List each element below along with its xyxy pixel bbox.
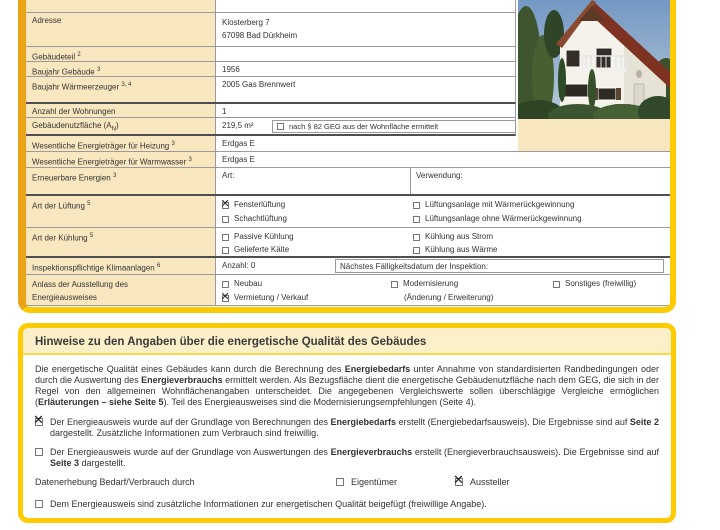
art-der-lueftung-label-text: Art der Lüftung	[32, 201, 85, 211]
passive-kuehlung-label: Passive Kühlung	[234, 232, 294, 241]
schachtlueftung-label: Schachtlüftung	[234, 214, 287, 223]
row-anlass-ausstellung	[26, 275, 670, 306]
energietraeger-warmwasser-label	[26, 152, 216, 167]
adresse-label	[26, 13, 216, 46]
geg-wohnflaeche-label: nach § 82 GEG aus der Wohnfläche ermittelt	[289, 121, 439, 131]
bedarfsausweis-checkbox[interactable]	[35, 418, 43, 426]
art-der-kuehlung-label	[26, 228, 216, 256]
gebaeudedaten-table	[26, 0, 670, 307]
art-field-label: Art:	[222, 171, 235, 180]
option-eigentuemer[interactable]	[336, 477, 397, 488]
zusatzinfo-option[interactable]	[35, 499, 659, 510]
kuehlung-aus-strom-label: Kühlung aus Strom	[425, 232, 494, 241]
footnote-sup: 6	[156, 263, 161, 269]
lueftungsanlage-ohne-wrg-label: Lüftungsanlage ohne Wärmerückgewinnung	[425, 214, 582, 223]
cell-divider	[410, 168, 411, 194]
anlass-value	[216, 275, 670, 305]
modernisierung-label-line2: (Änderung / Erweiterung)	[404, 293, 494, 302]
footnote-sup: 2	[77, 52, 81, 58]
eigentuemer-checkbox[interactable]	[336, 478, 344, 486]
baujahr-gebaeude-label-text: Baujahr Gebäude	[32, 67, 95, 77]
zusatzinfo-text: Dem Energieausweis sind zusätzliche Informationen zur energetischen Qualität beigefügt (freiwillige Angabe).	[50, 499, 487, 509]
baujahr-gebaeude-value-text: 1956	[222, 65, 240, 74]
klimaanlagen-value	[216, 258, 670, 274]
gebaeudenutzflaeche-label-text: Gebäudenutzfläche (A	[32, 121, 112, 130]
datenerhebung-row	[35, 477, 659, 490]
row-baujahr-gebaeude	[26, 62, 516, 77]
footnote-sup: 3	[171, 141, 175, 147]
option-fensterlueftung[interactable]	[222, 199, 285, 211]
geg-wohnflaeche-checkbox[interactable]	[277, 123, 284, 130]
row-energietraeger-warmwasser	[26, 152, 670, 168]
modernisierung-checkbox[interactable]	[391, 281, 398, 288]
footnote-sup: 3, 4	[121, 82, 132, 88]
lueftungsanlage-mit-wrg-label: Lüftungsanlage mit Wärmerückgewinnung	[425, 200, 575, 209]
footnote-sup: 3	[96, 67, 101, 73]
option-neubau[interactable]	[222, 278, 262, 290]
klimaanlagen-label-text: Inspektionspflichtige Klimaanlagen	[32, 263, 155, 273]
adresse-city: 67098 Bad Dürkheim	[222, 31, 298, 40]
vermietung-verkauf-label: Vermietung / Verkauf	[234, 293, 309, 302]
option-aussteller[interactable]	[455, 477, 510, 488]
eigentuemer-label: Eigentümer	[351, 477, 398, 487]
empty-value-cell	[216, 0, 515, 12]
empty-label-cell	[26, 0, 216, 12]
aussteller-label: Aussteller	[470, 477, 510, 487]
row-anzahl-wohnungen	[26, 104, 516, 118]
option-lueftungsanlage-ohne-wrg[interactable]	[413, 213, 582, 225]
baujahr-gebaeude-value	[216, 62, 515, 76]
gebaeudenutzflaeche-value-text: 219,5 m²	[222, 121, 254, 130]
gebaeudenutzflaeche-label	[26, 118, 216, 134]
footnote-sup: 5	[87, 201, 91, 207]
energietraeger-heizung-value-text: Erdgas E	[222, 139, 255, 148]
schachtlueftung-checkbox[interactable]	[222, 216, 229, 223]
neubau-checkbox[interactable]	[222, 281, 229, 288]
gebaeudeteil-label	[26, 47, 216, 61]
gelieferte-kaelte-label: Gelieferte Kälte	[234, 245, 290, 254]
gebaeudenutzflaeche-value	[216, 118, 515, 134]
gebaeudedaten-box	[18, 0, 676, 313]
kuehlung-aus-strom-checkbox[interactable]	[413, 234, 420, 241]
klimaanlagen-anzahl: Anzahl: 0	[222, 261, 256, 270]
anlass-label	[26, 275, 216, 305]
aussteller-checkbox[interactable]	[455, 478, 463, 486]
anzahl-wohnungen-label-text: Anzahl der Wohnungen	[32, 107, 116, 116]
zusatzinfo-checkbox[interactable]	[35, 500, 43, 508]
erneuerbare-energien-value	[216, 168, 670, 194]
energietraeger-heizung-label	[26, 136, 216, 151]
adresse-value	[216, 13, 515, 46]
bedarfsausweis-text: Der Energieausweis wurde auf der Grundlage von Berechnungen des Energiebedarfs erstellt (Energiebedarfsausweis). Die Ergebnisse sind auf Seite 2 dargestellt. Zusätzliche Informationen zum Verbrauch sind freiwillig.	[50, 417, 659, 438]
energietraeger-warmwasser-value	[216, 152, 670, 167]
art-der-lueftung-label	[26, 196, 216, 227]
vermietung-verkauf-checkbox[interactable]	[222, 295, 229, 302]
inspektion-faelligkeit-cell: Nächstes Fälligkeitsdatum der Inspektion:	[335, 259, 664, 273]
erneuerbare-energien-label	[26, 168, 216, 194]
neubau-label: Neubau	[234, 279, 263, 288]
house-photo	[518, 0, 670, 119]
erneuerbare-energien-label-text: Erneuerbare Energien	[32, 173, 111, 183]
lueftungsanlage-ohne-wrg-checkbox[interactable]	[413, 216, 420, 223]
row-erneuerbare-energien	[26, 168, 670, 196]
klimaanlagen-label	[26, 258, 216, 274]
hinweise-body	[23, 355, 671, 510]
energietraeger-warmwasser-label-text: Wesentliche Energieträger für Warmwasser	[32, 157, 187, 167]
kuehlung-aus-waerme-label: Kühlung aus Wärme	[425, 245, 498, 254]
gebaeudeteil-value	[216, 47, 515, 61]
energietraeger-warmwasser-value-text: Erdgas E	[222, 155, 255, 164]
row-art-der-kuehlung	[26, 228, 670, 258]
option-gelieferte-kaelte[interactable]	[222, 244, 289, 256]
house-photo-cell	[518, 0, 670, 151]
row-gebaeudenutzflaeche	[26, 118, 516, 136]
row-gebaeudeteil	[26, 47, 516, 62]
option-schachtlueftung[interactable]	[222, 213, 287, 225]
gebaeudeteil-label-text: Gebäudeteil	[32, 52, 76, 62]
row-baujahr-waermeerzeuger	[26, 77, 516, 104]
anlass-label-line1: Anlass der Ausstellung des	[32, 280, 129, 289]
fensterlueftung-label: Fensterlüftung	[234, 200, 286, 209]
verbrauchsausweis-checkbox[interactable]	[35, 448, 43, 456]
passive-kuehlung-checkbox[interactable]	[222, 234, 229, 241]
gelieferte-kaelte-checkbox[interactable]	[222, 247, 229, 254]
anzahl-wohnungen-value-text: 1	[222, 107, 227, 116]
baujahr-waermeerzeuger-label-text: Baujahr Wärmeerzeuger	[32, 82, 120, 92]
hinweise-intro: Die energetische Qualität eines Gebäudes kann durch die Berechnung des Energiebedarfs unter Annahme von standardisierten Randbedingungen oder durch die Auswertung des Energieverbrauchs ermittelt werden. Als Bezugsfläche dient die energetische Gebäudenutzfläche nach dem GEG, die sich in der Regel von den allgemeinen Wohnflächenangaben unterscheidet. Die angegebenen Vergleichswerte sollen überschlägige Vergleiche ermöglichen (Erläuterungen – siehe Seite 5). Teil des Energieausweises sind die Modernisierungsempfehlungen (Seite 4).	[35, 364, 659, 407]
verbrauchsausweis-option[interactable]	[35, 447, 659, 469]
art-der-lueftung-value	[216, 196, 670, 227]
option-passive-kuehlung[interactable]	[222, 231, 294, 243]
hinweise-heading: Hinweise zu den Angaben über die energetische Qualität des Gebäudes	[23, 328, 671, 355]
baujahr-gebaeude-label	[26, 62, 216, 76]
hinweise-box	[18, 323, 676, 523]
option-kuehlung-aus-strom[interactable]	[413, 231, 493, 243]
option-vermietung-verkauf[interactable]	[222, 292, 308, 304]
option-modernisierung[interactable]	[391, 278, 458, 290]
baujahr-waermeerzeuger-value-text: 2005 Gas Brennwert	[222, 80, 296, 89]
lueftungsanlage-mit-wrg-checkbox[interactable]	[413, 202, 420, 209]
fensterlueftung-checkbox[interactable]	[222, 202, 229, 209]
verbrauchsausweis-text: Der Energieausweis wurde auf der Grundlage von Auswertungen des Energieverbrauchs erstellt (Energieverbrauchsausweis). Die Ergebnisse sind auf Seite 3 dargestellt.	[50, 447, 659, 468]
art-der-kuehlung-value	[216, 228, 670, 256]
table-row	[26, 0, 516, 13]
anlass-label-line2: Energieausweises	[32, 293, 97, 302]
row-art-der-lueftung	[26, 196, 670, 228]
option-sonstiges[interactable]	[553, 278, 636, 290]
adresse-street: Klosterberg 7	[222, 18, 270, 27]
modernisierung-label: Modernisierung	[403, 279, 459, 288]
anzahl-wohnungen-value	[216, 104, 515, 117]
verwendung-field-label: Verwendung:	[416, 171, 463, 180]
baujahr-waermeerzeuger-label	[26, 77, 216, 102]
option-lueftungsanlage-mit-wrg[interactable]	[413, 199, 574, 211]
adresse-label-text: Adresse	[32, 16, 62, 25]
footnote-sup: 3	[112, 173, 117, 179]
geg-wohnflaeche-option	[272, 120, 516, 133]
baujahr-waermeerzeuger-value	[216, 77, 515, 102]
gebaeudenutzflaeche-label-close: )	[115, 121, 119, 130]
anzahl-wohnungen-label	[26, 104, 216, 117]
option-kuehlung-aus-waerme[interactable]	[413, 244, 497, 256]
energietraeger-heizung-label-text: Wesentliche Energieträger für Heizung	[32, 141, 170, 151]
footnote-sup: 3	[188, 157, 192, 163]
row-klimaanlagen	[26, 258, 670, 275]
art-der-kuehlung-label-text: Art der Kühlung	[32, 233, 88, 243]
bedarfsausweis-option[interactable]	[35, 417, 659, 439]
subscript-n: N	[111, 126, 116, 133]
kuehlung-aus-waerme-checkbox[interactable]	[413, 247, 420, 254]
sonstiges-checkbox[interactable]	[553, 281, 560, 288]
footnote-sup: 5	[89, 233, 94, 239]
sonstiges-label: Sonstiges (freiwillig)	[565, 279, 637, 288]
datenerhebung-label: Datenerhebung Bedarf/Verbrauch durch	[35, 477, 195, 487]
row-adresse	[26, 13, 516, 47]
